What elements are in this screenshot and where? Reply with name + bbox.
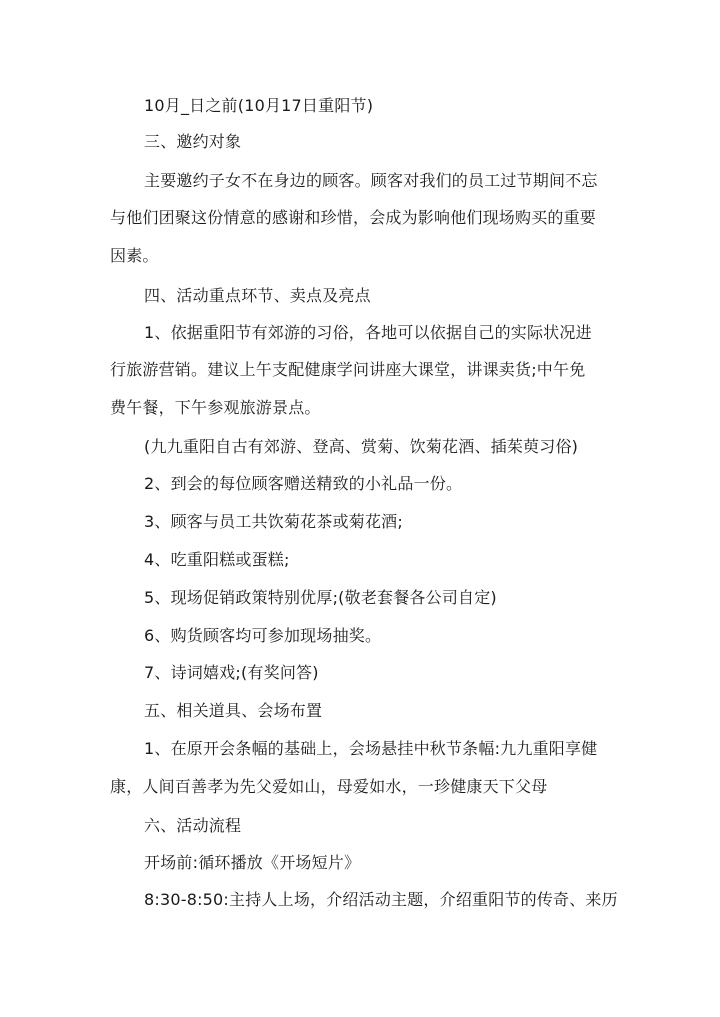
list-item: 2、到会的每位顾客赠送精致的小礼品一份。: [144, 474, 463, 493]
paragraph-line: 因素。: [110, 246, 159, 265]
list-item: 7、诗词嬉戏;(有奖问答): [144, 663, 319, 682]
list-item: 1、在原开会条幅的基础上，会场悬挂中秋节条幅:九九重阳享健: [144, 739, 598, 758]
list-item: 6、购货顾客均可参加现场抽奖。: [144, 626, 382, 645]
list-item: 5、现场促销政策特别优厚;(敬老套餐各公司自定): [144, 588, 497, 607]
section-heading: 三、邀约对象: [144, 132, 242, 151]
paragraph-line: 行旅游营销。建议上午支配健康学问讲座大课堂，讲课卖货;中午免: [110, 360, 586, 379]
paragraph-line: 主要邀约子女不在身边的顾客。顾客对我们的员工过节期间不忘: [144, 171, 598, 190]
paragraph-line: 与他们团聚这份情意的感谢和珍惜，会成为影响他们现场购买的重要: [110, 208, 597, 227]
list-item: 3、顾客与员工共饮菊花茶或菊花酒;: [144, 512, 403, 531]
section-heading: 四、活动重点环节、卖点及亮点: [144, 286, 371, 305]
section-heading: 六、活动流程: [144, 816, 242, 835]
section-heading: 五、相关道具、会场布置: [144, 701, 323, 720]
date-line: 10月_日之前(10月17日重阳节): [144, 96, 374, 115]
paragraph-line: (九九重阳自古有郊游、登高、赏菊、饮菊花酒、插茱萸习俗): [144, 437, 579, 456]
paragraph-line: 康，人间百善孝为先父爱如山，母爱如水，一珍健康天下父母: [110, 777, 548, 796]
paragraph-line: 8:30-8:50:主持人上场，介绍活动主题，介绍重阳节的传奇、来历: [144, 890, 618, 909]
list-item: 1、依据重阳节有郊游的习俗，各地可以依据自己的实际状况进: [144, 323, 592, 342]
paragraph-line: 费午餐，下午参观旅游景点。: [110, 398, 321, 417]
paragraph-line: 开场前:循环播放《开场短片》: [144, 853, 361, 872]
list-item: 4、吃重阳糕或蛋糕;: [144, 550, 290, 569]
